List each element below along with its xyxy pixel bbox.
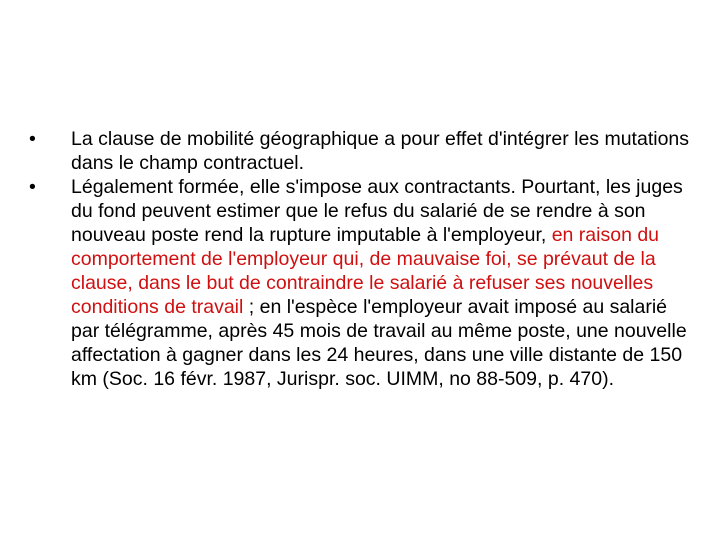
bullet-icon: •	[29, 176, 36, 198]
bullet-item-mobility-clause	[29, 127, 689, 175]
bullet-icon: •	[29, 128, 36, 150]
bullet-list	[29, 127, 689, 391]
bullet-text-before: Légalement formée, elle s'impose aux contractants. Pourtant, les juges du fond peuvent estimer que le refus du salarié de se rendre à son nouveau poste rend la rupture imputable à l'employeur,	[71, 176, 683, 246]
bullet-text-highlight: en raison du comportement de l'employeur qui, de mauvaise foi, se prévaut de la clause, dans le but de contraindre le salarié à refuser ses nouvelles conditions de travail	[71, 224, 660, 318]
bullet-text: La clause de mobilité géographique a pour effet d'intégrer les mutations dans le champ contractuel.	[71, 128, 690, 174]
bullet-item-legal-formation	[29, 175, 689, 391]
bullet-text-after: ; en l'espèce l'employeur avait imposé au salarié par télégramme, après 45 mois de travail au même poste, une nouvelle affectation à gagner dans les 24 heures, dans une ville distante de 150 km (Soc. 16 févr. 1987, Jurispr. soc. UIMM, no 88-509, p. 470).	[71, 296, 687, 390]
